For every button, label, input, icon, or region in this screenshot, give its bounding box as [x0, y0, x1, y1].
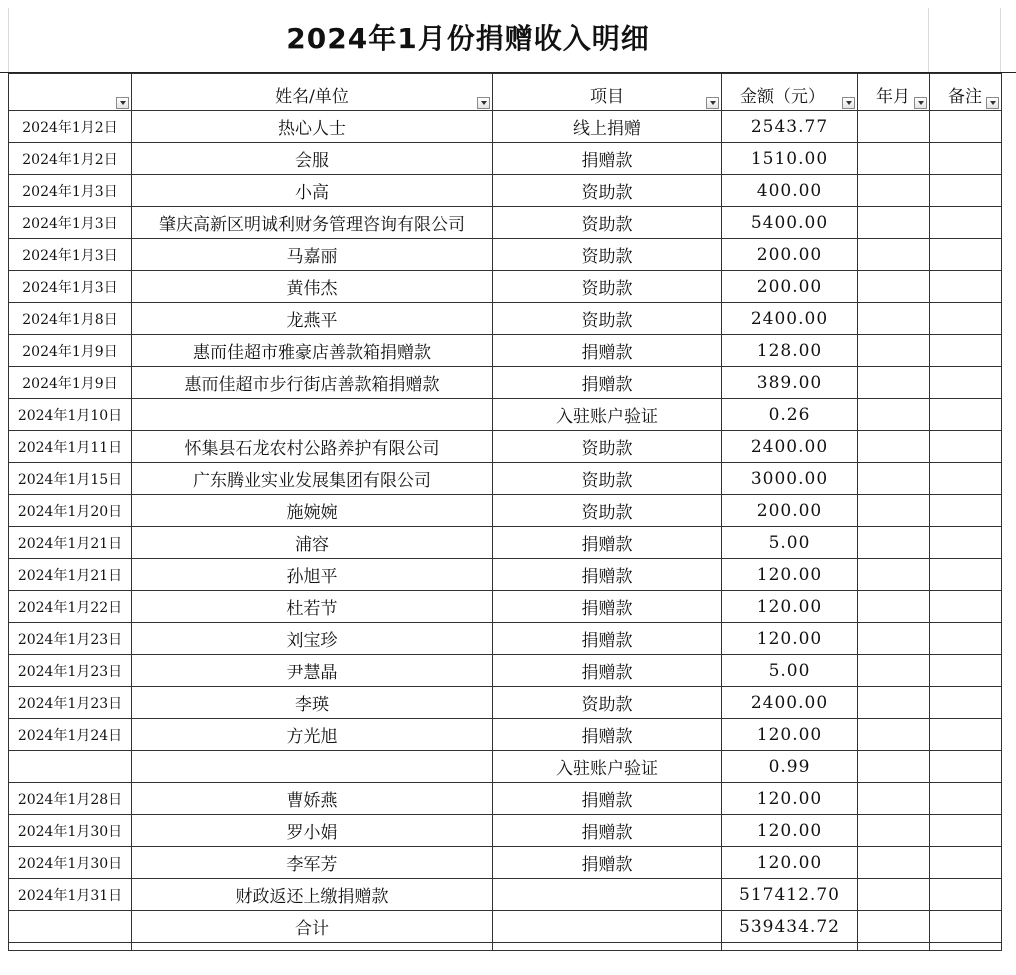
- cell-date[interactable]: 2024年1月20日: [9, 495, 132, 527]
- cell-name[interactable]: 肇庆高新区明诚利财务管理咨询有限公司: [132, 207, 493, 239]
- cell-month[interactable]: [858, 847, 930, 879]
- filter-dropdown-icon[interactable]: [842, 97, 855, 109]
- cell-notes[interactable]: [930, 175, 1002, 207]
- empty-cell[interactable]: [930, 943, 1002, 951]
- cell-month[interactable]: [858, 303, 930, 335]
- cell-item[interactable]: 入驻账户验证: [493, 399, 722, 431]
- cell-item[interactable]: 捐赠款: [493, 847, 722, 879]
- cell-date[interactable]: 2024年1月3日: [9, 271, 132, 303]
- cell-amount[interactable]: 5400.00: [722, 207, 858, 239]
- cell-date[interactable]: 2024年1月10日: [9, 399, 132, 431]
- cell-notes[interactable]: [930, 591, 1002, 623]
- table-row: [9, 431, 1002, 463]
- table-row: [9, 687, 1002, 719]
- cell-name[interactable]: [132, 751, 493, 783]
- cell-item[interactable]: 捐赠款: [493, 335, 722, 367]
- empty-cell[interactable]: [858, 943, 930, 951]
- cell-name[interactable]: 龙燕平: [132, 303, 493, 335]
- cell-amount[interactable]: 120.00: [722, 783, 858, 815]
- cell-month[interactable]: [858, 431, 930, 463]
- cell-amount[interactable]: 517412.70: [722, 879, 858, 911]
- cell-amount[interactable]: 200.00: [722, 239, 858, 271]
- table-row: [9, 527, 1002, 559]
- cell-date[interactable]: 2024年1月24日: [9, 719, 132, 751]
- cell-amount[interactable]: 120.00: [722, 815, 858, 847]
- cell-month[interactable]: [858, 111, 930, 143]
- cell-amount[interactable]: 0.99: [722, 751, 858, 783]
- table-row: [9, 655, 1002, 687]
- cell-item[interactable]: 捐赠款: [493, 815, 722, 847]
- cell-item[interactable]: 资助款: [493, 463, 722, 495]
- cell-date[interactable]: 2024年1月22日: [9, 591, 132, 623]
- cell-name[interactable]: 方光旭: [132, 719, 493, 751]
- cell-notes[interactable]: [930, 559, 1002, 591]
- cell-month[interactable]: [858, 335, 930, 367]
- gridline: [1000, 8, 1001, 72]
- cell-name[interactable]: 会服: [132, 143, 493, 175]
- cell-amount[interactable]: 120.00: [722, 559, 858, 591]
- cell-amount[interactable]: 3000.00: [722, 463, 858, 495]
- cell-amount[interactable]: 539434.72: [722, 911, 858, 943]
- cell-month[interactable]: [858, 655, 930, 687]
- cell-notes[interactable]: [930, 431, 1002, 463]
- cell-item[interactable]: 资助款: [493, 175, 722, 207]
- table-row: [9, 143, 1002, 175]
- cell-month[interactable]: [858, 463, 930, 495]
- cell-amount[interactable]: 200.00: [722, 495, 858, 527]
- table-row: [9, 495, 1002, 527]
- cell-name[interactable]: 刘宝珍: [132, 623, 493, 655]
- cell-month[interactable]: [858, 911, 930, 943]
- cell-month[interactable]: [858, 367, 930, 399]
- cell-notes[interactable]: [930, 335, 1002, 367]
- cell-amount[interactable]: 2400.00: [722, 431, 858, 463]
- cell-notes[interactable]: [930, 847, 1002, 879]
- cell-notes[interactable]: [930, 815, 1002, 847]
- cell-amount[interactable]: 120.00: [722, 623, 858, 655]
- cell-date[interactable]: 2024年1月30日: [9, 815, 132, 847]
- filter-dropdown-icon[interactable]: [706, 97, 719, 109]
- filter-dropdown-icon[interactable]: [914, 97, 927, 109]
- cell-item[interactable]: 资助款: [493, 303, 722, 335]
- cell-name[interactable]: 惠而佳超市雅豪店善款箱捐赠款: [132, 335, 493, 367]
- page-title: 2024年1月份捐赠收入明细: [286, 21, 650, 55]
- cell-name[interactable]: 马嘉丽: [132, 239, 493, 271]
- table-body: [9, 111, 1002, 951]
- cell-month[interactable]: [858, 623, 930, 655]
- table-row: [9, 623, 1002, 655]
- table-row: [9, 367, 1002, 399]
- cell-notes[interactable]: [930, 527, 1002, 559]
- table-row: [9, 207, 1002, 239]
- cell-name[interactable]: [132, 399, 493, 431]
- cell-date[interactable]: 2024年1月2日: [9, 111, 132, 143]
- cell-item[interactable]: 捐赠款: [493, 623, 722, 655]
- cell-item[interactable]: 捐赠款: [493, 655, 722, 687]
- cell-notes[interactable]: [930, 783, 1002, 815]
- cell-item[interactable]: 捐赠款: [493, 367, 722, 399]
- cell-date[interactable]: 2024年1月21日: [9, 527, 132, 559]
- cell-date[interactable]: [9, 751, 132, 783]
- column-header-month: 年月: [858, 74, 930, 111]
- cell-name[interactable]: 杜若节: [132, 591, 493, 623]
- cell-notes[interactable]: [930, 207, 1002, 239]
- cell-amount[interactable]: 120.00: [722, 591, 858, 623]
- empty-cell[interactable]: [9, 943, 132, 951]
- table-row: [9, 335, 1002, 367]
- cell-item[interactable]: [493, 911, 722, 943]
- cell-notes[interactable]: [930, 495, 1002, 527]
- cell-name[interactable]: 广东腾业实业发展集团有限公司: [132, 463, 493, 495]
- cell-name[interactable]: 小高: [132, 175, 493, 207]
- filter-dropdown-icon[interactable]: [477, 97, 490, 109]
- cell-amount[interactable]: 2543.77: [722, 111, 858, 143]
- cell-notes[interactable]: [930, 463, 1002, 495]
- table-row: [9, 591, 1002, 623]
- column-header-name: 姓名/单位: [132, 74, 493, 111]
- cell-name[interactable]: 罗小娟: [132, 815, 493, 847]
- table-row: [9, 751, 1002, 783]
- table-row: [9, 271, 1002, 303]
- cell-amount[interactable]: 389.00: [722, 367, 858, 399]
- cell-date[interactable]: 2024年1月9日: [9, 367, 132, 399]
- cell-month[interactable]: [858, 495, 930, 527]
- cell-name[interactable]: 黄伟杰: [132, 271, 493, 303]
- table-row: [9, 399, 1002, 431]
- cell-notes[interactable]: [930, 719, 1002, 751]
- column-header-amount: 金额（元）: [722, 74, 858, 111]
- cell-name[interactable]: 合计: [132, 911, 493, 943]
- donation-table: [8, 73, 1002, 951]
- cell-date[interactable]: 2024年1月23日: [9, 623, 132, 655]
- column-header-item: 项目: [493, 74, 722, 111]
- cell-name[interactable]: 尹慧晶: [132, 655, 493, 687]
- table-row: [9, 303, 1002, 335]
- cell-amount[interactable]: 120.00: [722, 719, 858, 751]
- cell-item[interactable]: 资助款: [493, 239, 722, 271]
- cell-date[interactable]: 2024年1月3日: [9, 239, 132, 271]
- cell-item[interactable]: 线上捐赠: [493, 111, 722, 143]
- cell-item[interactable]: 资助款: [493, 207, 722, 239]
- cell-name[interactable]: 施婉婉: [132, 495, 493, 527]
- cell-item[interactable]: 捐赠款: [493, 559, 722, 591]
- cell-date[interactable]: 2024年1月2日: [9, 143, 132, 175]
- cell-notes[interactable]: [930, 751, 1002, 783]
- cell-date[interactable]: 2024年1月31日: [9, 879, 132, 911]
- cell-date[interactable]: 2024年1月3日: [9, 207, 132, 239]
- cell-item[interactable]: 捐赠款: [493, 783, 722, 815]
- cell-notes[interactable]: [930, 655, 1002, 687]
- cell-date[interactable]: 2024年1月30日: [9, 847, 132, 879]
- cell-month[interactable]: [858, 815, 930, 847]
- cell-item[interactable]: 捐赠款: [493, 143, 722, 175]
- cell-notes[interactable]: [930, 367, 1002, 399]
- table-row: [9, 783, 1002, 815]
- cell-notes[interactable]: [930, 911, 1002, 943]
- column-header-notes: 备注: [930, 74, 1002, 111]
- cell-name[interactable]: 李瑛: [132, 687, 493, 719]
- cell-amount[interactable]: 5.00: [722, 655, 858, 687]
- cell-date[interactable]: 2024年1月9日: [9, 335, 132, 367]
- cell-item[interactable]: 资助款: [493, 431, 722, 463]
- cell-month[interactable]: [858, 239, 930, 271]
- cell-date[interactable]: 2024年1月23日: [9, 655, 132, 687]
- table-row: [9, 943, 1002, 951]
- cell-amount[interactable]: 120.00: [722, 847, 858, 879]
- cell-date[interactable]: 2024年1月23日: [9, 687, 132, 719]
- cell-amount[interactable]: 1510.00: [722, 143, 858, 175]
- cell-amount[interactable]: 2400.00: [722, 687, 858, 719]
- cell-name[interactable]: 曹娇燕: [132, 783, 493, 815]
- cell-item[interactable]: 捐赠款: [493, 719, 722, 751]
- table-row: [9, 463, 1002, 495]
- table-row: [9, 815, 1002, 847]
- cell-month[interactable]: [858, 719, 930, 751]
- cell-name[interactable]: 孙旭平: [132, 559, 493, 591]
- cell-date[interactable]: 2024年1月28日: [9, 783, 132, 815]
- cell-amount[interactable]: 0.26: [722, 399, 858, 431]
- cell-notes[interactable]: [930, 271, 1002, 303]
- title-row: [0, 0, 1016, 73]
- cell-amount[interactable]: 2400.00: [722, 303, 858, 335]
- cell-month[interactable]: [858, 271, 930, 303]
- cell-name[interactable]: 李军芳: [132, 847, 493, 879]
- cell-item[interactable]: 捐赠款: [493, 527, 722, 559]
- cell-month[interactable]: [858, 687, 930, 719]
- cell-month[interactable]: [858, 143, 930, 175]
- cell-amount[interactable]: 200.00: [722, 271, 858, 303]
- cell-amount[interactable]: 400.00: [722, 175, 858, 207]
- cell-item[interactable]: 资助款: [493, 495, 722, 527]
- cell-name[interactable]: 浦容: [132, 527, 493, 559]
- cell-date[interactable]: [9, 911, 132, 943]
- table-row: [9, 559, 1002, 591]
- cell-month[interactable]: [858, 175, 930, 207]
- cell-date[interactable]: 2024年1月3日: [9, 175, 132, 207]
- cell-amount[interactable]: 128.00: [722, 335, 858, 367]
- gridline: [928, 8, 929, 72]
- cell-month[interactable]: [858, 879, 930, 911]
- cell-item[interactable]: 入驻账户验证: [493, 751, 722, 783]
- cell-notes[interactable]: [930, 111, 1002, 143]
- cell-amount[interactable]: 5.00: [722, 527, 858, 559]
- cell-month[interactable]: [858, 207, 930, 239]
- cell-name[interactable]: 热心人士: [132, 111, 493, 143]
- cell-month[interactable]: [858, 783, 930, 815]
- cell-name[interactable]: 财政返还上缴捐赠款: [132, 879, 493, 911]
- cell-item[interactable]: 资助款: [493, 271, 722, 303]
- empty-cell[interactable]: [722, 943, 858, 951]
- header-row: [9, 74, 1002, 111]
- cell-item[interactable]: [493, 879, 722, 911]
- filter-dropdown-icon[interactable]: [116, 97, 129, 109]
- cell-date[interactable]: 2024年1月8日: [9, 303, 132, 335]
- table-row: [9, 911, 1002, 943]
- column-header-date: [9, 74, 132, 111]
- cell-notes[interactable]: [930, 623, 1002, 655]
- cell-month[interactable]: [858, 751, 930, 783]
- table-row: [9, 719, 1002, 751]
- empty-cell[interactable]: [493, 943, 722, 951]
- table-row: [9, 175, 1002, 207]
- table-row: [9, 879, 1002, 911]
- cell-date[interactable]: 2024年1月11日: [9, 431, 132, 463]
- empty-cell[interactable]: [132, 943, 493, 951]
- filter-dropdown-icon[interactable]: [986, 97, 999, 109]
- table-row: [9, 847, 1002, 879]
- cell-month[interactable]: [858, 399, 930, 431]
- cell-name[interactable]: 怀集县石龙农村公路养护有限公司: [132, 431, 493, 463]
- cell-date[interactable]: 2024年1月21日: [9, 559, 132, 591]
- cell-notes[interactable]: [930, 303, 1002, 335]
- cell-notes[interactable]: [930, 687, 1002, 719]
- table-row: [9, 239, 1002, 271]
- cell-notes[interactable]: [930, 239, 1002, 271]
- cell-name[interactable]: 惠而佳超市步行街店善款箱捐赠款: [132, 367, 493, 399]
- cell-month[interactable]: [858, 591, 930, 623]
- cell-item[interactable]: 资助款: [493, 687, 722, 719]
- table-row: [9, 111, 1002, 143]
- cell-notes[interactable]: [930, 879, 1002, 911]
- cell-month[interactable]: [858, 559, 930, 591]
- cell-date[interactable]: 2024年1月15日: [9, 463, 132, 495]
- cell-notes[interactable]: [930, 399, 1002, 431]
- cell-month[interactable]: [858, 527, 930, 559]
- cell-notes[interactable]: [930, 143, 1002, 175]
- cell-item[interactable]: 捐赠款: [493, 591, 722, 623]
